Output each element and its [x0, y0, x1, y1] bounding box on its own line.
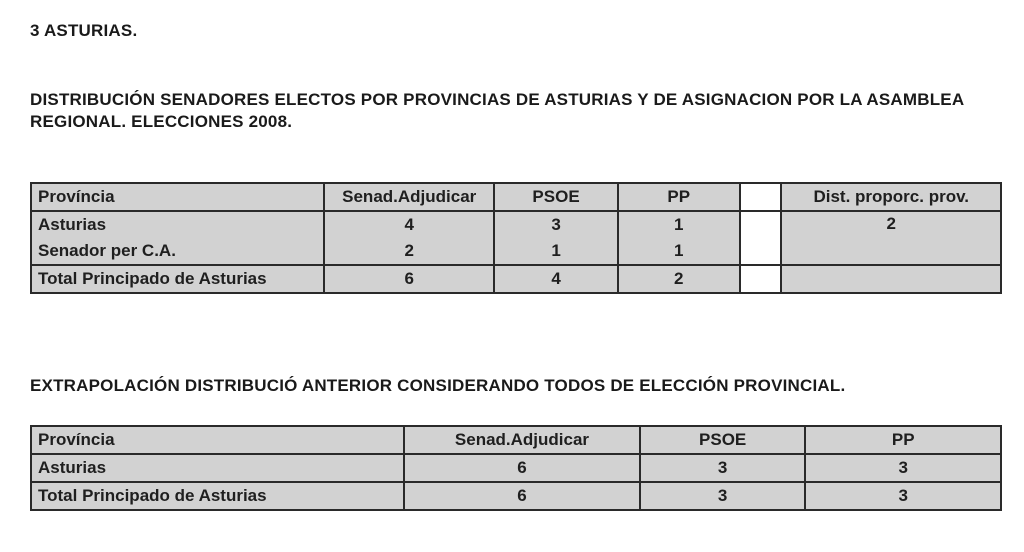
table-row [31, 211, 1001, 238]
extrapolation-heading: EXTRAPOLACIÓN DISTRIBUCIÓ ANTERIOR CONSIDERANDO TODOS DE ELECCIÓN PROVINCIAL. [30, 376, 846, 395]
cell-senad: 6 [404, 454, 640, 482]
cell-psoe: 1 [494, 238, 618, 265]
cell-senad: 2 [324, 238, 494, 265]
senators-distribution-table [30, 182, 1002, 294]
row-label: Senador per C.A. [31, 238, 324, 265]
row-label: Asturias [31, 211, 324, 238]
cell-psoe: 3 [494, 211, 618, 238]
header-provincia: Província [31, 183, 324, 211]
cell-dist-proporc: 2 [781, 211, 1001, 265]
table-header-row [31, 426, 1001, 454]
table-total-row [31, 265, 1001, 293]
header-dist-proporc: Dist. proporc. prov. [781, 183, 1001, 211]
table-row [31, 454, 1001, 482]
cell-pp: 3 [805, 454, 1001, 482]
header-pp: PP [618, 183, 740, 211]
cell-pp: 1 [618, 211, 740, 238]
header-provincia: Província [31, 426, 404, 454]
header-senad-adjudicar: Senad.Adjudicar [324, 183, 494, 211]
blank-column-cell [740, 211, 782, 238]
cell-pp: 1 [618, 238, 740, 265]
cell-pp: 3 [805, 482, 1001, 510]
blank-column-cell [740, 265, 782, 293]
cell-psoe: 4 [494, 265, 618, 293]
table-total-row [31, 482, 1001, 510]
cell-pp: 2 [618, 265, 740, 293]
row-label: Total Principado de Asturias [31, 265, 324, 293]
header-senad-adjudicar: Senad.Adjudicar [404, 426, 640, 454]
cell-senad: 4 [324, 211, 494, 238]
cell-senad: 6 [324, 265, 494, 293]
cell-senad: 6 [404, 482, 640, 510]
document-title: DISTRIBUCIÓN SENADORES ELECTOS POR PROVINCIAS DE ASTURIAS Y DE ASIGNACION POR LA ASAMBLEA REGIONAL. ELECCIONES 2008. [30, 90, 964, 131]
extrapolation-table [30, 425, 1002, 511]
section-heading: 3 ASTURIAS. [30, 21, 138, 40]
cell-dist-proporc [781, 265, 1001, 293]
row-label: Total Principado de Asturias [31, 482, 404, 510]
header-psoe: PSOE [494, 183, 618, 211]
blank-column-cell [740, 183, 782, 211]
cell-psoe: 3 [640, 454, 806, 482]
blank-column-cell [740, 238, 782, 265]
cell-psoe: 3 [640, 482, 806, 510]
header-psoe: PSOE [640, 426, 806, 454]
row-label: Asturias [31, 454, 404, 482]
table-header-row [31, 183, 1001, 211]
header-pp: PP [805, 426, 1001, 454]
